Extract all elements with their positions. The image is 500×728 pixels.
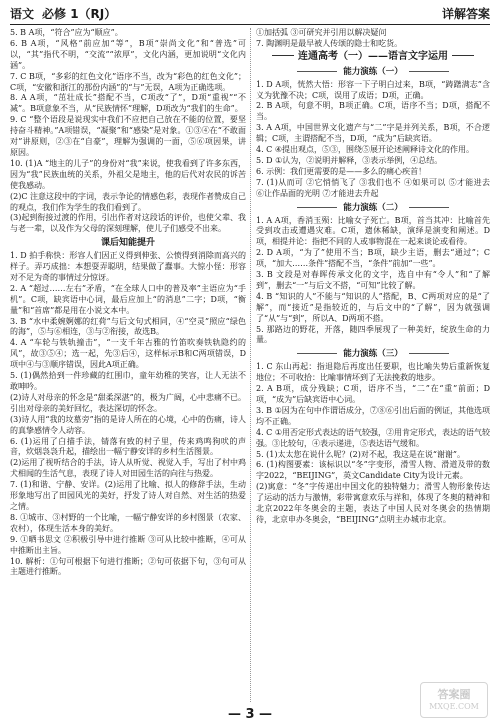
section-title: 连通高考（一）——语言文字运用 bbox=[256, 52, 490, 63]
answer-paragraph: ①加括弧 ③可研究并引用以解决疑问 bbox=[256, 28, 387, 37]
answer-paragraph: 2. B A项，句意不明，B项正确。C项，语序不当；D项，搭配不当。 bbox=[256, 101, 490, 122]
drill-heading: 能力演练（一） bbox=[256, 67, 490, 78]
answer-paragraph: 7. 陶渊明是最早被人传颂的隐士和吃货。 bbox=[256, 38, 403, 48]
answer-paragraph: 7. (1)从而可 ②它悄悄飞了 ③我们也不 ④如果可以 ⑤才能进去 ⑥让作品面的光明 ⑦才能进去升起 bbox=[256, 177, 490, 198]
answer-paragraph: (2)运用了视听结合的手法，诗人从听觉、视觉入手，写出了村中鸡犬相闻的生活气息，表现了诗人对田园生活的向往与热爱。 bbox=[10, 458, 246, 479]
answer-paragraph: 10. (1)A “地主的儿子”的身份对“我”来说，使我看到了许多东西，因为“我”民族血统的关系，外祖父是地主，他的后代对农民的诉苦使我感动。 bbox=[10, 158, 246, 190]
answer-paragraph: 3. B 文段是对春晖传承文化的文字，选自中有“令人”和“了解到”，删去“一”与后文不搭，“可知”比较了解。 bbox=[256, 270, 490, 290]
watermark-url: MXQE.COM bbox=[429, 702, 479, 711]
answer-paragraph: 5. B A项，“符合”应为“顺应”。 bbox=[10, 28, 123, 37]
drill-heading: 能力演练（三） bbox=[256, 349, 490, 360]
answer-paragraph: 4. C ④提出观点，⑤③，围绕⑤展开论述阐释诗文化的作用。 bbox=[256, 145, 475, 155]
answer-paragraph: (3)诗人用“我的坟墓旁”指的是诗人所在的心境，心中的伤痛，诗人的真挚感情令人动容。 bbox=[10, 414, 246, 435]
answer-paragraph: 3. B “水中柔婉婀娜的红荷”与后文句式相同，④“空灵”照应“绿色的海”，⑤与⑥相连，③与②衔接，故选B。 bbox=[10, 316, 246, 337]
answer-key-label: 详解答案 bbox=[441, 7, 490, 21]
answer-paragraph: 5. (1)偶然拾到一件珍藏的红围巾，童年幼稚的笑容，让人无法不敢呻吟。 bbox=[10, 371, 246, 391]
answer-paragraph: 1. A A项，香消玉殒：比喻女子死亡。B项，首当其冲：比喻首先受到攻击或遭遇灾难。C项，遗休稀缺，演绎是演变和阐述。D项，相提并论：指把不同的人或事物混在一起来谈论或看待。 bbox=[256, 215, 490, 247]
right-column bbox=[256, 28, 490, 702]
answer-paragraph: 5. (1)太太您在说什么呢？(2)对不起，我这是在说“谢谢”。 bbox=[256, 449, 466, 459]
left-column bbox=[10, 28, 246, 702]
answer-paragraph: 1. D A项，恍然大悟：形容一下子明白过来，B项，“踌躇满志”含义为犹豫不决；C项，误用了成语；D项，正确。 bbox=[256, 79, 490, 100]
answer-paragraph: 3. B ①因为在句中作谓语成分，⑦⑧⑥引出后面的例证，其他选项均不正确。 bbox=[256, 405, 490, 426]
answer-paragraph: 9. ①晒书思文 ②积极引导中进行推断 ③可从比较中推断，④可从中推断出主旨。 bbox=[10, 534, 246, 555]
answer-paragraph: 3. A A项，中国世界文化遗产与“二”字是并列关系，B项，不合逻辑；C项，主谓搭配不当，D项，“成为”后缺宾语。 bbox=[256, 123, 490, 144]
answer-paragraph: 10. 解析：①句可根据下句进行推断；②句可依据下句，③句可从主题进行推断。 bbox=[10, 556, 246, 577]
answer-paragraph: 2. A B项，成分残缺；C项，语序不当，“二”在“重”前面；D项，“成为”后缺宾语中心词。 bbox=[256, 384, 490, 404]
answer-paragraph: 6. (1)构图要素：该标识以“冬”字变形，滑雪人物、滑道及带的数字2022，“BEIJING”，英文Candidate City为设计元素。 bbox=[256, 460, 490, 481]
answer-paragraph: 2. A “超过……左右”矛盾，“在全球人口中的普及率”主语应为“手机”。C项，缺宾语中心词，最后应加上“的消息”二字；D项，“衡量”和“首席”都是用在小说文本中。 bbox=[10, 283, 246, 315]
answer-paragraph: (2)寓意：“冬”字传递出中国文化的独特魅力；滑雪人物形象传达了运动的活力与激情，彩带寓意欢乐与祥和，体现了冬奥的精神和北京2022年冬奥会的主题，表达了中国人民对冬奥会的热情期待，北京申办冬奥会，“BEIJING”点明主办城市北京。 bbox=[256, 482, 490, 524]
section-heading: 课后知能提升 bbox=[100, 238, 155, 249]
watermark-brand: 答案圈 bbox=[437, 688, 471, 701]
watermark-logo bbox=[420, 682, 488, 718]
answer-paragraph: 4. A “车轮与铁轨撞击”，“一支千年古雅的竹笛吹奏铁轨隐约的风”，故③⑤④；选一起，先③后④，这样标示B和C两项错误，D项中④与③顺序错误，因此A项正确。 bbox=[10, 338, 246, 370]
answer-paragraph: 2. D A项，“为了”使用不当；B项，缺少主语，删去“通过”；C项，“加大……条件”搭配不当，“条件”前加“一些”。 bbox=[256, 248, 490, 269]
answer-paragraph: 8. A A项，“茁壮成长”搭配不当，C项改“了”，D项“重视”“不减”。B项意象不当，从“民族情怀”理解，D项改为“我们的生命”。 bbox=[10, 93, 246, 114]
answer-paragraph: (3)起到衔接过渡的作用，引出作者对这段话的评价，也使父辈、我与老一辈，以及作为父母的深刻理解，使儿子们感受不出来。 bbox=[10, 213, 246, 234]
answer-paragraph: (2)诗人对母亲的怀念是“甜柔深湛”的，极为广阔，心中悲痛不已。引出对母亲的美好回忆，表达深切的怀念。 bbox=[10, 392, 246, 413]
subject-label: 语文 bbox=[10, 7, 35, 21]
answer-paragraph: 7. C B项，“多彩的红色文化”语序不当，改为“彩色的红色文化”；C项，“安徽和浙江的那份内涵”的“与”无误，A项为正确选项。 bbox=[10, 71, 246, 92]
answer-paragraph: 1. D 拍手称快：形容人们因正义得到伸张、公愤得到消除而高兴的样子。弄巧成拙：本想耍弄聪明，结果做了蠢事。大惊小怪：形容对不足为奇的事情过分惊讶。 bbox=[10, 251, 246, 282]
page-number: — 3 — bbox=[227, 707, 273, 722]
answer-paragraph: 7. (1)和谐、宁静、安详。(2)运用了比喻、拟人的修辞手法，生动形象地写出了田园风光的美好，抒发了诗人对自然、对生活的热爱之情。 bbox=[10, 480, 246, 511]
answer-paragraph: 4. C ①用否定形式表达的语气较强，②用肯定形式，表达的语气较强。③比较句，④表示递进，⑤表达语气缓和。 bbox=[256, 427, 490, 448]
answer-paragraph: 6. B A项，“风格”前应加“等”，B项“崇尚文化”和“普选”可以，“其”指代不明，“交流”“浓厚”，文化内涵，更加说明“文化内涵”。 bbox=[10, 38, 246, 70]
answer-paragraph: 5. 那路边的野花，开落，随四季展现了一种美好，绽放生命的力量。 bbox=[256, 324, 490, 345]
column-divider bbox=[250, 28, 251, 702]
answer-paragraph: 4. B “知识的人”不能与“知识的人”搭配，B、C两项对应的是“了解”，而“接近”是指较近的，与后文中的“了解”，因为就强调了“从”与“到”，所以A、D两项不搭。 bbox=[256, 291, 490, 323]
answer-paragraph: 8. ①城市、③村野的一个比喻，一幅宁静安详的乡村图景（农家、农村），体现生活本身的美好。 bbox=[10, 512, 246, 533]
answer-paragraph: 9. C “整个语段是说现实中我们不应把自己放在不能的位置，要坚持奋斗精神。”A项错误，“凝聚”和“感染”是对象。①③④在“不敢面对”讲原则，②③在“自豪”，理解为强调的一面，⑤⑥项因果，讲原因。 bbox=[10, 115, 246, 157]
book-label: 必修 1（RJ） bbox=[42, 7, 117, 21]
answer-paragraph: 6. (1)运用了白描手法，锖落有致的村子里，传来鸡鸣狗吠的声音，炊烟袅袅升起，描绘出一幅宁静安详的乡村生活图景。 bbox=[10, 436, 246, 457]
drill-heading: 能力演练（二） bbox=[256, 203, 490, 214]
answer-paragraph: 6. 示例：我们更需要的是——多么的痛心疾首！ bbox=[256, 166, 427, 176]
page-header bbox=[10, 4, 490, 25]
answer-paragraph: (2)C 注意这段中的字词，表示争论的情感色彩，表现作者赞成自己的观点，我们作为学生的我们看到了。 bbox=[10, 191, 246, 212]
answer-paragraph: 5. D ①认为，②说明并解释，③表示举例，④总结。 bbox=[256, 155, 443, 165]
answer-paragraph: 1. C 东山再起：指退隐后再度出任要职，也比喻失势后重新恢复地位；不可收拾：比喻事情坏到了无法挽救的地步。 bbox=[256, 362, 490, 383]
